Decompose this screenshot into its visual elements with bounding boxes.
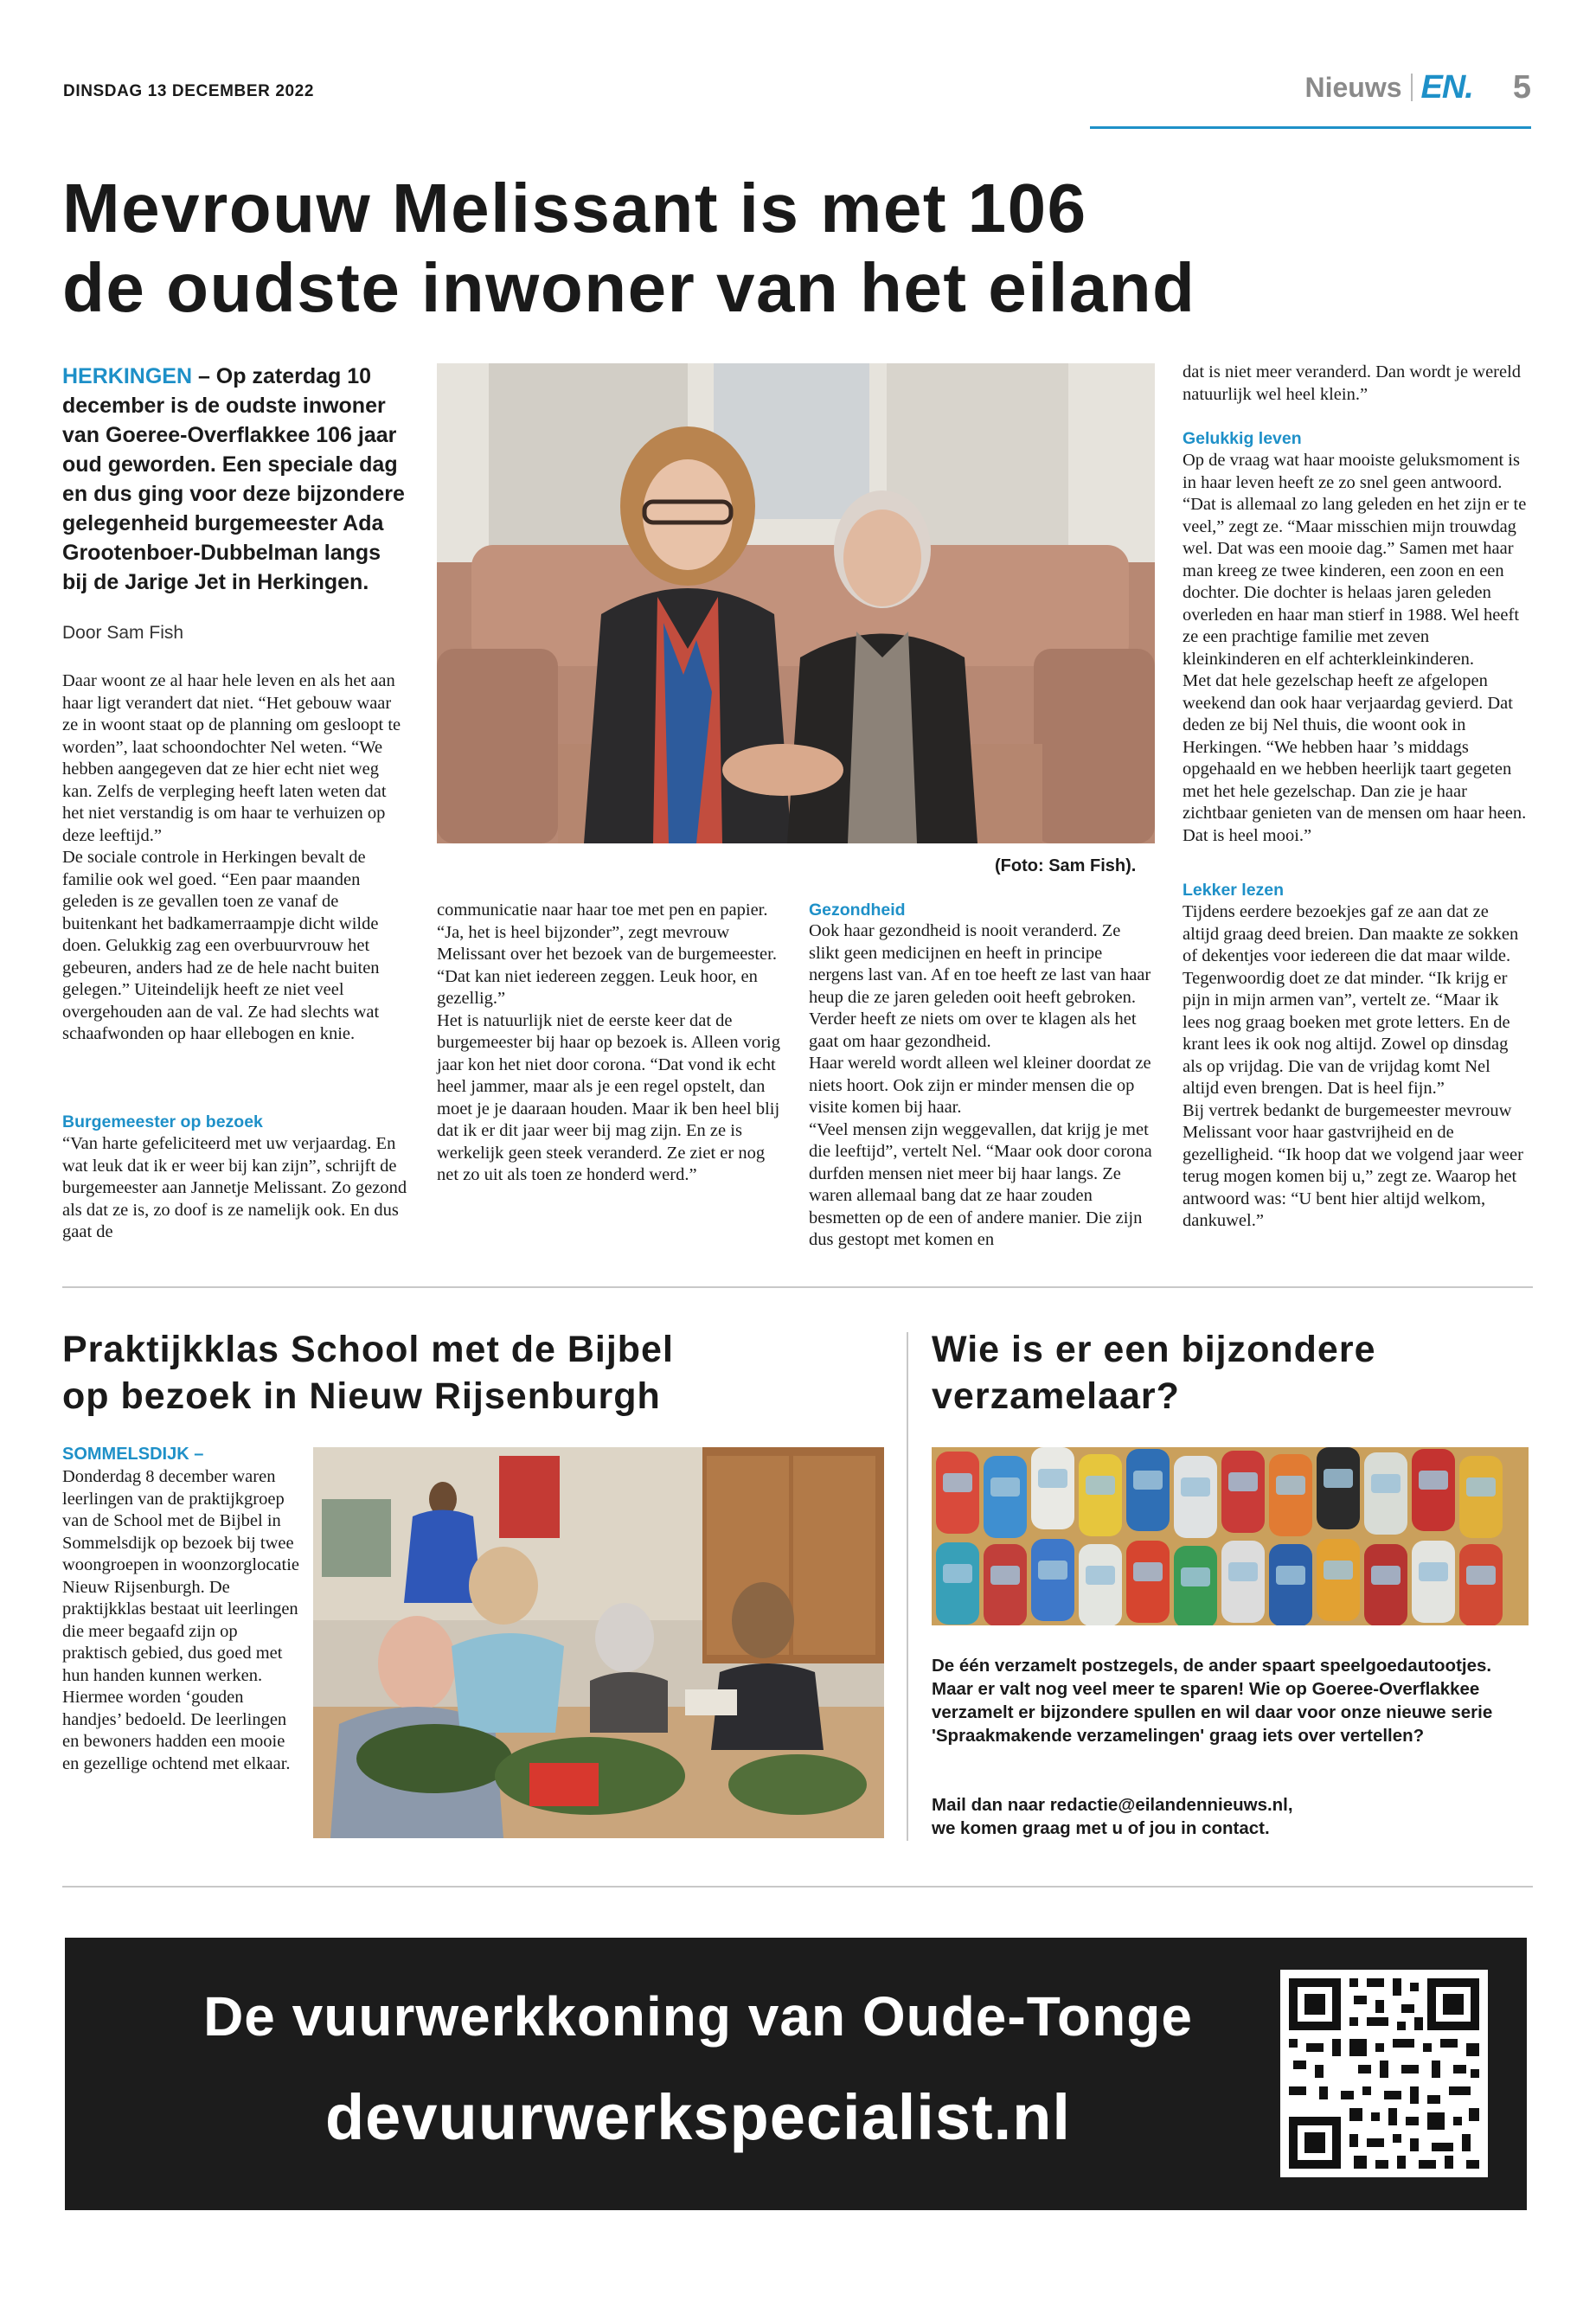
main-photo: [437, 363, 1155, 843]
body-paragraph: dat is niet meer veranderd. Dan wordt je wereld natuurlijk wel heel klein.”: [1183, 362, 1522, 404]
article2-body: Donderdag 8 december waren leerlingen van de praktijkgroep van de School met de Bijbel in Sommelsdijk op bezoek bij twee woongroepen in woonzorglocatie Nieuw Rijsenburgh. De praktijkklas bestaat uit leerlingen die meer begaafd zijn op praktisch gebied, dus goed met hun handen kunnen werken. Hiermee worden ‘gouden handjes’ bedoeld. De leerlingen en bewoners hadden een mooie en gezellige ochtend met elkaar.: [62, 1467, 300, 1773]
advertisement-banner: [65, 1938, 1527, 2210]
qr-code[interactable]: [1280, 1970, 1488, 2177]
body-paragraph: “Van harte gefeliciteerd met uw verjaardag. En wat leuk dat ik er weer bij kan zijn”, schrijft de burgemeester aan Jannetje Melissant. Zo gezond als dat ze is, zo doof is ze namelijk ook. En dus gaat de: [62, 1134, 407, 1241]
body-paragraph: De sociale controle in Herkingen bevalt de familie ook wel goed. “Een paar maanden geleden is ze gevallen toen ze vanaf de buitenkant het badkamerraampje dicht wilde doen. Gelukkig zag een overbuurvrouw het gebeuren, anders had ze de hele nacht buiten gelegen.” Uiteindelijk heeft ze niet veel overgehouden aan de val. Ze had slechts wat schaafwonden op haar ellebogen en knie.: [62, 848, 380, 1043]
lead-text: – Op zaterdag 10 december is de oudste inwoner van Goeree-Overflakkee 106 jaar oud geworden. Een speciale dag en dus ging voor deze bijzondere gelegenheid burgemeester Ada Grootenboer-Dubbelman langs bij de Jarige Jet in Herkingen.: [62, 364, 405, 594]
article3-headline-line1: Wie is er een bijzondere: [932, 1329, 1376, 1370]
masthead: [1304, 69, 1531, 106]
header-rule: [1090, 126, 1531, 129]
subhead-lekker-lezen: Lekker lezen: [1183, 881, 1285, 900]
contact-line: we komen graag met u of jou in contact.: [932, 1818, 1270, 1838]
section-name: Nieuws: [1304, 71, 1402, 103]
article2-headline-line2: op bezoek in Nieuw Rijsenburgh: [62, 1375, 661, 1417]
article3-headline-line2: verzamelaar?: [932, 1375, 1180, 1417]
body-paragraph: communicatie naar haar toe met pen en papier. “Ja, het is heel bijzonder”, zegt mevrouw Melissant over het bezoek van de burgemeester. “Dat kan niet iedereen zeggen. Leuk hoor, en gezellig.”: [437, 901, 777, 1008]
byline: Door Sam Fish: [62, 623, 184, 643]
body-paragraph: Ook haar gezondheid is nooit veranderd. Ze slikt geen medicijnen en heeft in principe nergens last van. Af en toe heeft ze last van haar heup die ze jaren geleden ooit heeft gebroken. Verder heeft ze niets om over te klagen als het gaat om haar gezondheid.: [809, 921, 1151, 1051]
page-number: 5: [1512, 68, 1531, 106]
contact-line: Mail dan naar redactie@eilandennieuws.nl,: [932, 1795, 1293, 1815]
dateline: HERKINGEN: [62, 364, 193, 388]
en-logo: EN.: [1420, 68, 1473, 106]
subhead-gelukkig-leven: Gelukkig leven: [1183, 429, 1302, 448]
body-paragraph: Tijdens eerdere bezoekjes gaf ze aan dat ze altijd graag deed breien. Dan maakte ze sokken of dekentjes voor iedereen die dat maar wilde. Tegenwoordig doet ze dat minder. “Ik krijg er pijn in mijn armen van”, vertelt ze. “Maar ik lees nog graag boeken met grote letters. En de krant lees ik ook nog altijd. Zowel op dinsdag als op vrijdag. Die van de vrijdag komt Nel altijd even brengen. Dat is heel fijn.”: [1183, 902, 1519, 1098]
main-headline-line1: Mevrouw Melissant is met 106: [62, 170, 1087, 247]
subhead-gezondheid: Gezondheid: [809, 901, 906, 920]
article3-headline: [932, 1326, 1537, 1420]
article3-body: De één verzamelt postzegels, de ander spaart speelgoedautootjes. Maar er valt nog veel meer te sparen! Wie op Goeree-Overflakkee verzamelt er bijzondere spullen en wil daar voor onze nieuwe serie 'Spraakmakende verzamelingen' graag iets over vertellen?: [932, 1656, 1493, 1746]
lead-paragraph: [62, 362, 408, 597]
toy-cars-photo: [932, 1447, 1529, 1625]
body-paragraph: Bij vertrek bedankt de burgemeester mevrouw Melissant voor haar gastvrijheid en de gezelligheid. “Ik hoop dat we volgend jaar weer terug mogen komen bij u,” zegt ze. Waarop het antwoord was: “U bent hier altijd welkom, dankuwel.”: [1183, 1100, 1523, 1230]
main-headline-line2: de oudste inwoner van het eiland: [62, 249, 1196, 326]
body-paragraph: Met dat hele gezelschap heeft ze afgelopen weekend dan ook haar verjaardag gevierd. Dat deden ze bij Nel thuis, die woont ook in Herkingen. “We hebben haar ’s middags opgehaald en we hebben heerlijk taart gegeten met het hele gezelschap. Dan zie je haar zichtbaar genieten van de mensen om haar heen. Dat is heel mooi.”: [1183, 671, 1527, 845]
article2-headline-line1: Praktijkklas School met de Bijbel: [62, 1329, 674, 1370]
issue-date: DINSDAG 13 DECEMBER 2022: [63, 82, 314, 100]
body-paragraph: Haar wereld wordt alleen wel kleiner doordat ze niets hoort. Ook zijn er minder mensen die op visite komen bij haar.: [809, 1054, 1151, 1117]
body-paragraph: Op de vraag wat haar mooiste geluksmoment is in haar leven heeft ze zo snel geen antwoord. “Dat is allemaal zo lang geleden en het zijn er te veel,” zegt ze. “Maar misschien mijn trouwdag wel. Dat was een mooie dag.” Samen met haar man kreeg ze twee kinderen, een zoon en een dochter. Die dochter is helaas jaren geleden overleden en haar man stierf in 1988. Wel heeft ze een prachtige familie met zeven kleinkinderen en elf achterkleinkinderen.: [1183, 451, 1527, 669]
ad-slogan: De vuurwerkkoning van Oude-Tonge: [203, 1985, 1193, 2048]
article-body-col4b: [1183, 901, 1529, 1233]
article-body-col1: [62, 670, 408, 1046]
subhead-burgemeester: Burgemeester op bezoek: [62, 1112, 263, 1131]
article-body-col2: [437, 900, 783, 1187]
photo-caption: (Foto: Sam Fish).: [995, 856, 1137, 875]
ad-website[interactable]: devuurwerkspecialist.nl: [324, 2081, 1071, 2153]
body-paragraph: Daar woont ze al haar hele leven en als het aan haar ligt verandert dat niet. “Het gebouw waar ze in woont staat op de planning om gesloopt te worden”, laat schoondochter Nel weten. “We hebben aangegeven dat ze hier echt niet weg kan. Zelfs de verpleging heeft laten weten dat het niet verstandig is om haar te verhuizen op deze leeftijd.”: [62, 671, 401, 845]
article-body-col3: [809, 920, 1155, 1252]
section-divider: [62, 1886, 1533, 1888]
article2-photo: [313, 1447, 884, 1838]
article-body-col4a: [1183, 450, 1529, 847]
main-headline: [62, 169, 1446, 328]
article2-headline: [62, 1326, 858, 1420]
article3-contact: [932, 1793, 1537, 1840]
body-paragraph: “Veel mensen zijn weggevallen, dat krijg je met die leeftijd”, vertelt Nel. “Maar ook door corona durfden mensen niet meer bij haar langs. Ze waren allemaal bang dat ze haar zouden besmetten op de een of andere manier. Die zijn dus gestopt met komen en: [809, 1119, 1152, 1249]
section-divider: [62, 1286, 1533, 1288]
body-paragraph: Het is natuurlijk niet de eerste keer dat de burgemeester bij haar op bezoek is. Alleen vorig jaar kon het niet door corona. “Dat vond ik echt heel jammer, maar als je een regel opstelt, dan moet je je daaraan houden. Maar ik ben heel blij dat ik er dit jaar weer bij mag zijn. En ze is werkelijk geen steek veranderd. Ze ziet er nog net zo uit als toen ze honderd werd.”: [437, 1010, 780, 1184]
article2-dateline: SOMMELSDIJK –: [62, 1445, 204, 1464]
masthead-divider: [1411, 74, 1413, 101]
column-divider: [907, 1332, 908, 1841]
